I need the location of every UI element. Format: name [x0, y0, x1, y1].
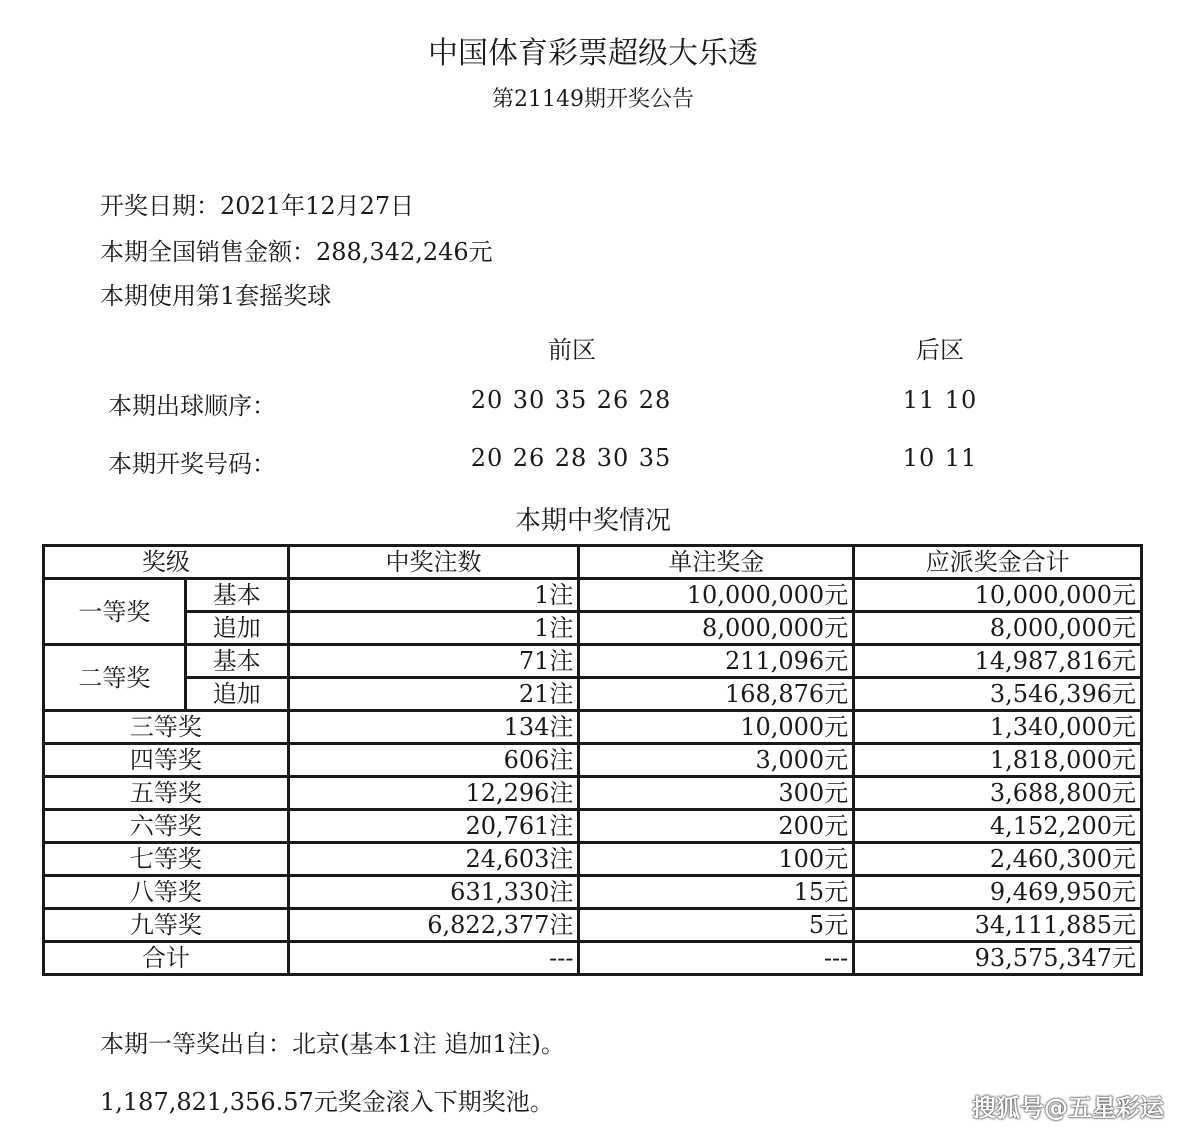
- draw-order-back: [898, 386, 982, 414]
- total-prize: 2,460,300元: [854, 843, 1142, 876]
- unit-prize: 5元: [579, 909, 854, 942]
- prize-subtype: 追加: [185, 678, 288, 711]
- unit-prize: 211,096元: [579, 645, 854, 678]
- prize-level-name: 六等奖: [44, 810, 289, 843]
- unit-prize: 15元: [579, 876, 854, 909]
- header-unit: 单注奖金: [579, 546, 854, 579]
- page-title: 中国体育彩票超级大乐透: [428, 36, 758, 71]
- total-unit: ---: [579, 942, 854, 975]
- prize-level-name: 八等奖: [44, 876, 289, 909]
- table-row: [44, 876, 1142, 909]
- table-row: [44, 579, 1142, 612]
- winner-count: 20,761注: [288, 810, 579, 843]
- ball-number: 20: [470, 386, 504, 414]
- ball-number: 30: [596, 444, 630, 472]
- winner-count: 71注: [288, 645, 579, 678]
- table-row: [44, 711, 1142, 744]
- table-row: [44, 777, 1142, 810]
- draw-order-front: [466, 386, 676, 414]
- total-prize: 9,469,950元: [854, 876, 1142, 909]
- first-prize-origin: 本期一等奖出自：北京(基本1注 追加1注)。: [100, 1030, 565, 1058]
- total-prize: 4,152,200元: [854, 810, 1142, 843]
- table-row: [44, 612, 1142, 645]
- ball-number: 10: [902, 444, 936, 472]
- ball-number: 35: [554, 386, 588, 414]
- winner-count: 1注: [288, 612, 579, 645]
- winner-count: 24,603注: [288, 843, 579, 876]
- total-prize: 10,000,000元: [854, 579, 1142, 612]
- ball-number: 28: [638, 386, 672, 414]
- prize-level-name: 七等奖: [44, 843, 289, 876]
- sales-amount: 本期全国销售金额：288,342,246元: [100, 238, 493, 266]
- prize-level-name: 三等奖: [44, 711, 289, 744]
- winner-count: 6,822,377注: [288, 909, 579, 942]
- total-prize: 1,818,000元: [854, 744, 1142, 777]
- unit-prize: 300元: [579, 777, 854, 810]
- prize-subtype: 追加: [185, 612, 288, 645]
- total-prize: 14,987,816元: [854, 645, 1142, 678]
- prize-level-name: 二等奖: [44, 645, 186, 711]
- ball-number: 26: [512, 444, 546, 472]
- ball-number: 28: [554, 444, 588, 472]
- unit-prize: 200元: [579, 810, 854, 843]
- table-row: [44, 678, 1142, 711]
- table-row: [44, 909, 1142, 942]
- winner-count: 12,296注: [288, 777, 579, 810]
- total-prize: 3,546,396元: [854, 678, 1142, 711]
- winner-count: 21注: [288, 678, 579, 711]
- prize-section-title: 本期中奖情况: [514, 506, 671, 536]
- unit-prize: 3,000元: [579, 744, 854, 777]
- front-zone-label: 前区: [548, 336, 596, 364]
- prize-level-name: 一等奖: [44, 579, 186, 645]
- winning-front: [466, 444, 676, 472]
- table-header-row: [44, 546, 1142, 579]
- total-prize: 1,340,000元: [854, 711, 1142, 744]
- ball-set: 本期使用第1套摇奖球: [100, 282, 332, 310]
- ball-number: 35: [638, 444, 672, 472]
- prize-level-name: 四等奖: [44, 744, 289, 777]
- ball-number: 11: [902, 386, 936, 414]
- table-row: [44, 645, 1142, 678]
- issue-subtitle: 第21149期开奖公告: [492, 87, 694, 112]
- unit-prize: 100元: [579, 843, 854, 876]
- unit-prize: 168,876元: [579, 678, 854, 711]
- total-label: 合计: [44, 942, 289, 975]
- unit-prize: 10,000,000元: [579, 579, 854, 612]
- grand-total: 93,575,347元: [854, 942, 1142, 975]
- prize-level-name: 五等奖: [44, 777, 289, 810]
- winner-count: 1注: [288, 579, 579, 612]
- winner-count: 134注: [288, 711, 579, 744]
- table-total-row: [44, 942, 1142, 975]
- ball-number: 10: [944, 386, 978, 414]
- winning-numbers-label: 本期开奖号码：: [108, 450, 276, 478]
- unit-prize: 8,000,000元: [579, 612, 854, 645]
- table-row: [44, 810, 1142, 843]
- winner-count: 606注: [288, 744, 579, 777]
- header-level: 奖级: [44, 546, 289, 579]
- ball-number: 30: [512, 386, 546, 414]
- header-count: 中奖注数: [288, 546, 579, 579]
- prize-table: [42, 544, 1143, 976]
- rollover-note: 1,187,821,356.57元奖金滚入下期奖池。: [100, 1088, 554, 1116]
- total-prize: 34,111,885元: [854, 909, 1142, 942]
- winning-back: [898, 444, 982, 472]
- total-prize: 8,000,000元: [854, 612, 1142, 645]
- draw-date: 开奖日期：2021年12月27日: [100, 192, 415, 220]
- total-count: ---: [288, 942, 579, 975]
- draw-order-label: 本期出球顺序：: [108, 392, 276, 420]
- watermark: 搜狐号@五星彩运: [972, 1094, 1164, 1122]
- winner-count: 631,330注: [288, 876, 579, 909]
- ball-number: 11: [944, 444, 978, 472]
- table-row: [44, 843, 1142, 876]
- prize-subtype: 基本: [185, 579, 288, 612]
- ball-number: 26: [596, 386, 630, 414]
- back-zone-label: 后区: [916, 336, 964, 364]
- unit-prize: 10,000元: [579, 711, 854, 744]
- ball-number: 20: [470, 444, 504, 472]
- prize-level-name: 九等奖: [44, 909, 289, 942]
- prize-subtype: 基本: [185, 645, 288, 678]
- header-total: 应派奖金合计: [854, 546, 1142, 579]
- table-row: [44, 744, 1142, 777]
- total-prize: 3,688,800元: [854, 777, 1142, 810]
